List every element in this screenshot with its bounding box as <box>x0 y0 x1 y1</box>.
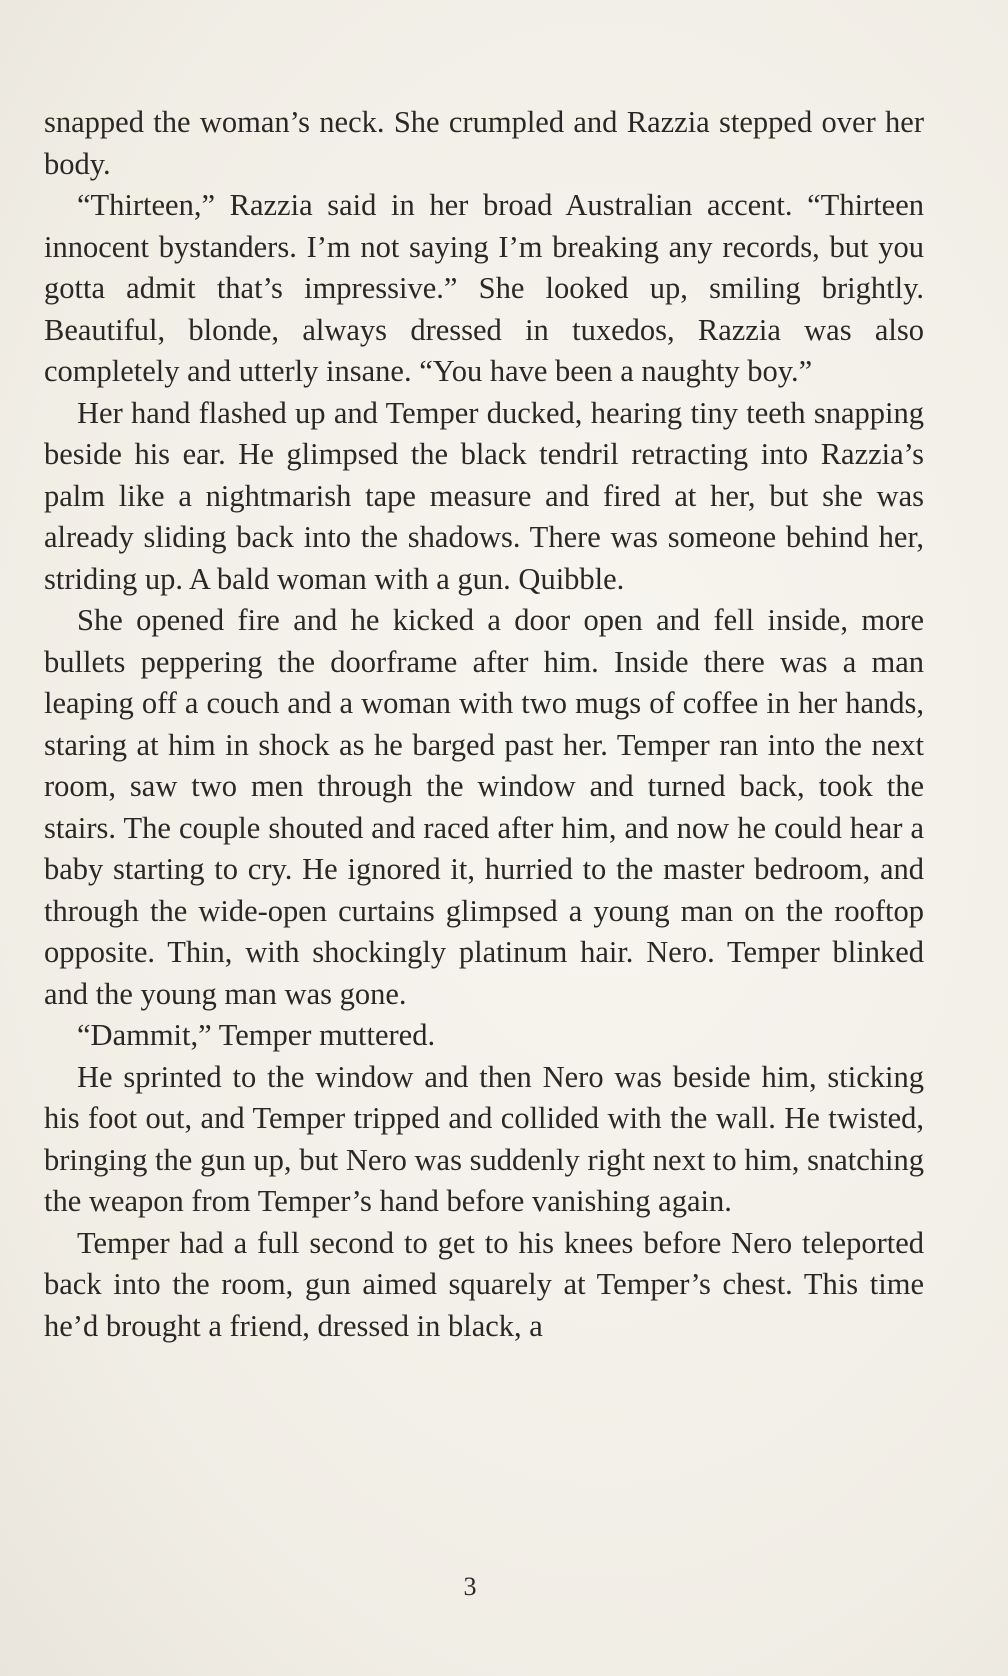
paragraph: He sprinted to the window and then Nero was beside him, sticking his foot out, and Temper tripped and collided with the wall. He twisted, bringing the gun up, but Nero was suddenly right next to him, snatching the weapon from Temper’s hand before vanishing again. <box>44 1059 924 1218</box>
paragraph: Her hand flashed up and Temper ducked, hearing tiny teeth snapping beside his ear. He glimpsed the black tendril retracting into Razzia’s palm like a nightmarish tape measure and fired at her, but she was already sliding back into the shadows. There was someone behind her, striding up. A bald woman with a gun. Quibble. <box>44 395 924 596</box>
paragraph: “Dammit,” Temper muttered. <box>77 1018 436 1052</box>
body-text <box>44 102 924 1347</box>
paragraph: snapped the woman’s neck. She crumpled and Razzia stepped over her body. <box>44 105 924 181</box>
paragraph: Temper had a full second to get to his knees before Nero teleported back into the room, gun aimed squarely at Temper’s chest. This time he’d brought a friend, dressed in black, a <box>44 1225 924 1343</box>
page-number: 3 <box>463 1572 477 1601</box>
paragraph: “Thirteen,” Razzia said in her broad Australian accent. “Thirteen innocent bystanders. I’m not saying I’m breaking any records, but you gotta admit that’s impressive.” She looked up, smiling brightly. Beautiful, blonde, always dressed in tuxedos, Razzia was also completely and utterly insane. “You have been a naughty boy.” <box>44 188 924 388</box>
paragraph: She opened fire and he kicked a door open and fell inside, more bullets peppering the doorframe after him. Inside there was a man leaping off a couch and a woman with two mugs of coffee in her hands, staring at him in shock as he barged past her. Temper ran into the next room, saw two men through the window and turned back, took the stairs. The couple shouted and raced after him, and now he could hear a baby starting to cry. He ignored it, hurried to the master bedroom, and through the wide-open curtains glimpsed a young man on the rooftop opposite. Thin, with shockingly platinum hair. Nero. Temper blinked and the young man was gone. <box>44 603 924 1011</box>
